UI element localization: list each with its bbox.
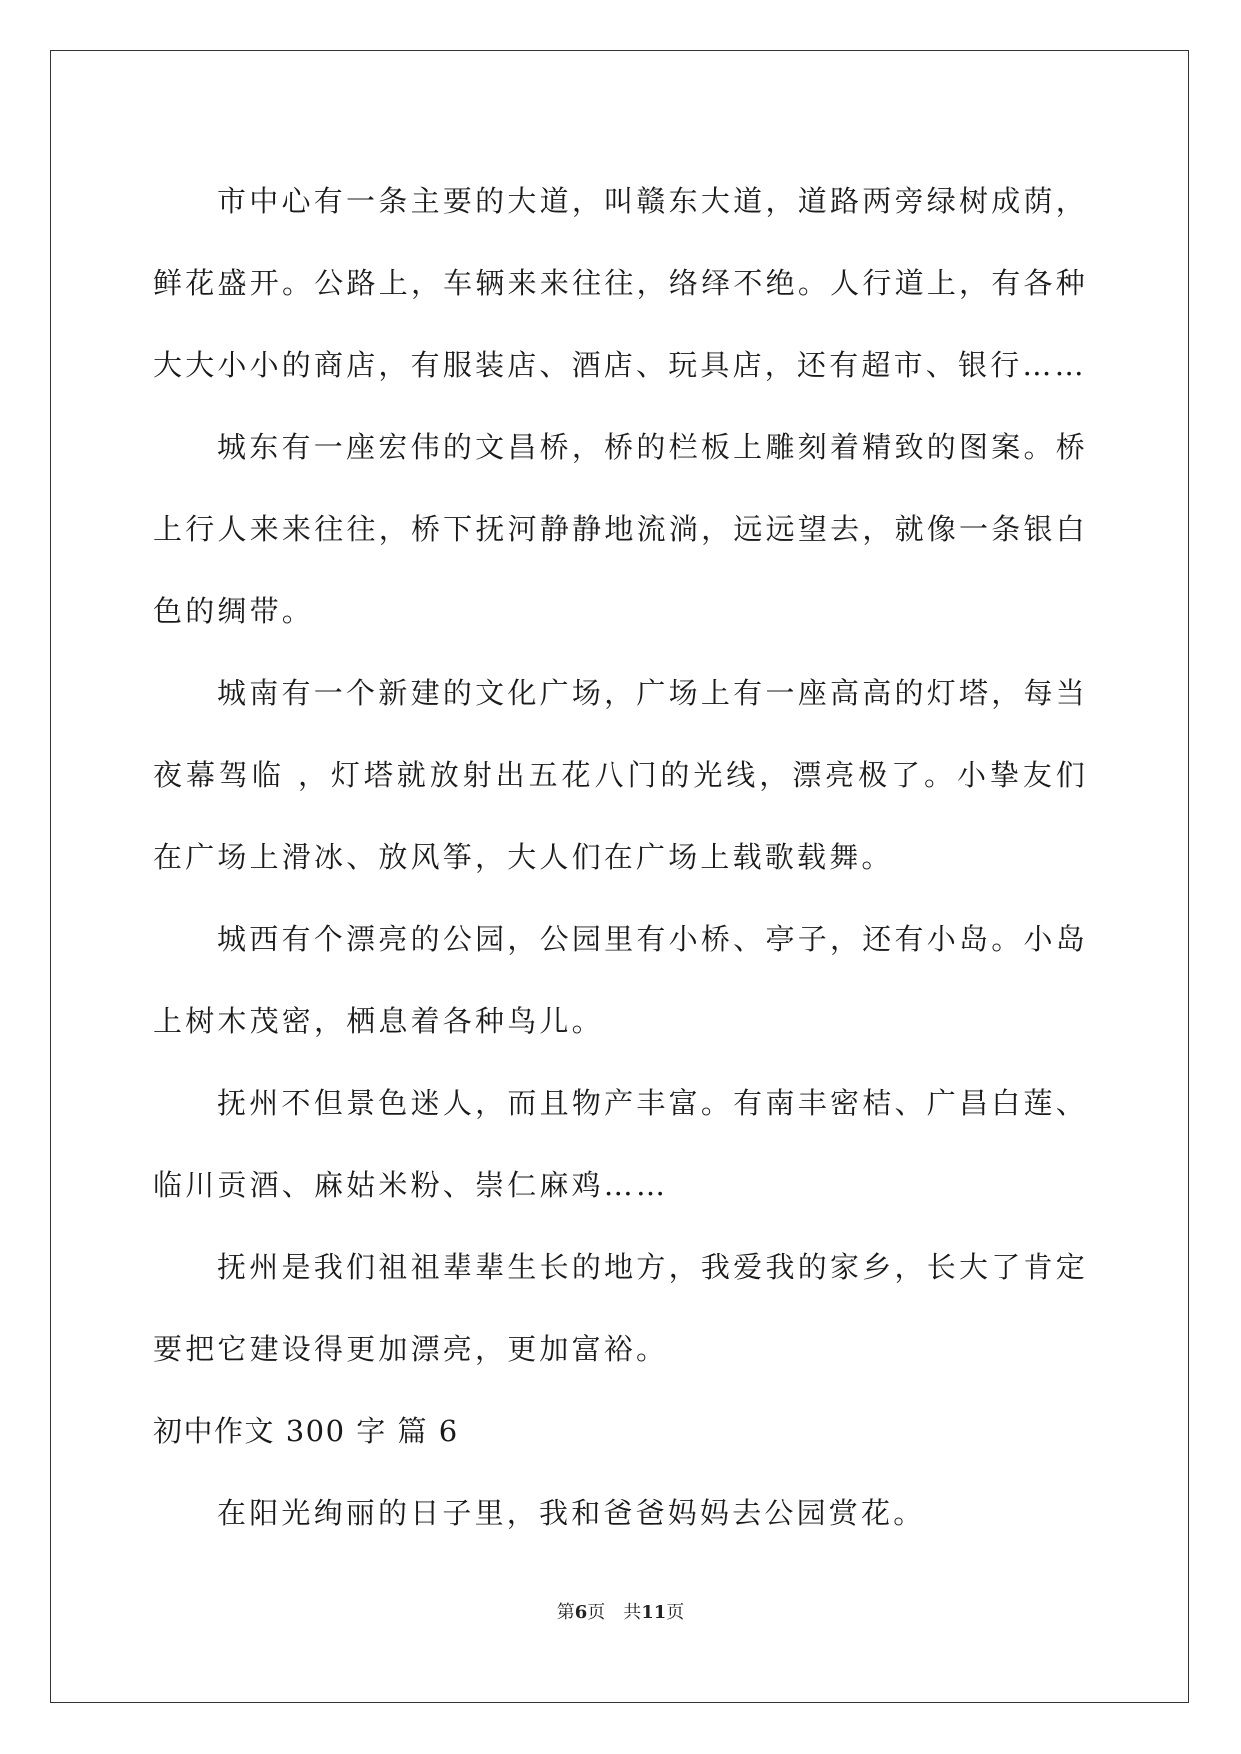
paragraph-conclusion: 抚州是我们祖祖辈辈生长的地方，我爱我的家乡，长大了肯定要把它建设得更加漂亮，更加富裕。 xyxy=(153,1250,1088,1366)
paragraph-next-essay: 在阳光绚丽的日子里，我和爸爸妈妈去公园赏花。 xyxy=(217,1496,926,1530)
paragraph-east: 城东有一座宏伟的文昌桥，桥的栏板上雕刻着精致的图案。桥上行人来来往往，桥下抚河静静地流淌，远远望去，就像一条银白色的绸带。 xyxy=(153,430,1088,628)
paragraph-west: 城西有个漂亮的公园，公园里有小桥、亭子，还有小岛。小岛上树木茂密，栖息着各种鸟儿。 xyxy=(153,922,1088,1038)
footer-total-pages: 11 xyxy=(641,1602,667,1623)
paragraph-products: 抚州不但景色迷人，而且物产丰富。有南丰密桔、广昌白莲、临川贡酒、麻姑米粉、崇仁麻鸡…… xyxy=(153,1086,1088,1202)
paragraph-south: 城南有一个新建的文化广场，广场上有一座高高的灯塔，每当夜幕驾临 ，灯塔就放射出五花八门的光线，漂亮极了。小挚友们在广场上滑冰、放风筝，大人们在广场上载歌载舞。 xyxy=(153,676,1088,874)
page-footer xyxy=(0,1598,1241,1624)
footer-total-prefix: 共 xyxy=(623,1602,642,1623)
document-body xyxy=(153,160,1088,1554)
footer-current-page: 6 xyxy=(574,1602,588,1623)
paragraph-downtown: 市中心有一条主要的大道，叫赣东大道，道路两旁绿树成荫，鲜花盛开。公路上，车辆来来往往，络绎不绝。人行道上，有各种大大小小的商店，有服装店、酒店、玩具店，还有超市、银行…… xyxy=(153,184,1088,382)
footer-total-word: 页 xyxy=(666,1602,685,1623)
footer-prefix: 第 xyxy=(556,1602,575,1623)
footer-page-word: 页 xyxy=(587,1602,606,1623)
section-heading: 初中作文 300 字 篇 6 xyxy=(153,1414,459,1448)
